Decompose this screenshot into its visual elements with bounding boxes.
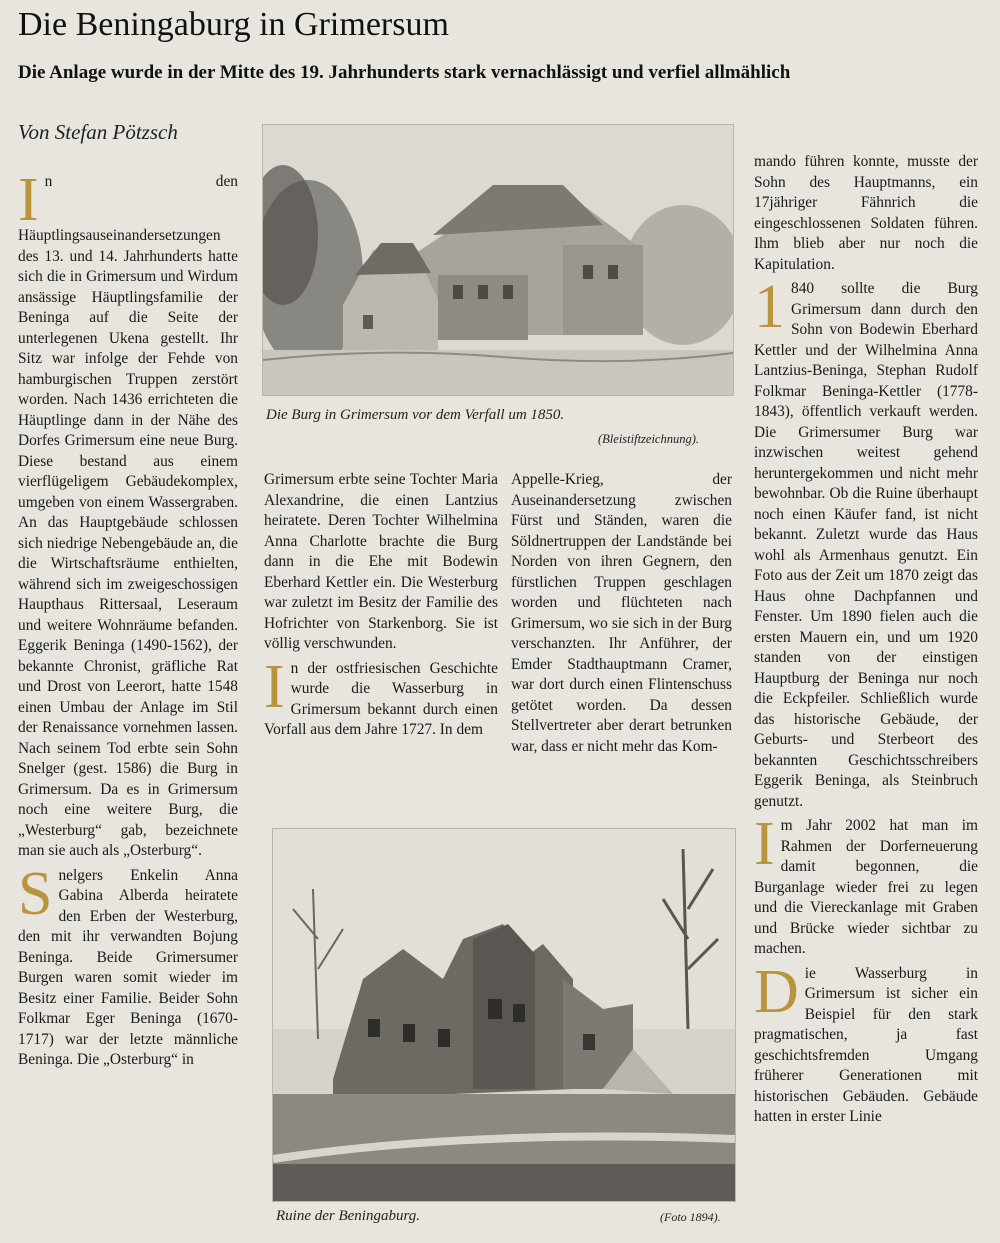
drop-cap: I [18, 172, 39, 234]
paragraph-text: nelgers Enkelin Anna Gabina Alberda heiratete den Erben der Westerburg, den mit ihr verwandten Bojung Beninga. Beide Grimersumer Burgen waren somit wieder im Besitz einer Familie. Beider Sohn Folkmar Eger Beninga (1670-1717) war der letzte männliche Beninga. Die „Osterburg“ in [18, 866, 238, 1068]
drop-cap: S [18, 859, 53, 928]
paragraph [511, 470, 732, 757]
paragraph-text: m Jahr 2002 hat man im Rahmen der Dorferneuerung damit begonnen, die Burganlage wieder frei zu legen und die Viereckanlage mit Graben und Brücke wieder sichtbar zu machen. [754, 817, 978, 957]
drop-cap: 1 [754, 273, 785, 341]
drop-cap: D [754, 957, 799, 1026]
paragraph-text: ie Wasserburg in Grimersum ist sicher ein Beispiel für den stark pragmatischen, ja fast geschichtsfremden Umgang früherer Generationen mit historischen Gebäuden. Gebäude hatten in erster Linie [754, 964, 978, 1125]
paragraph [18, 859, 238, 1071]
text-column-1 [18, 172, 238, 1234]
paragraph [264, 652, 498, 741]
drop-cap: I [754, 810, 775, 878]
article-title: Die Beningaburg in Grimersum [18, 6, 449, 43]
castle-ruin-illustration [273, 829, 735, 1201]
text-column-4 [754, 152, 978, 1237]
article-byline: Von Stefan Pötzsch [18, 120, 178, 144]
paragraph-text: Grimersum erbte seine Tochter Maria Alexandrine, die einen Lantzius heiratete. Deren Tochter Wilhelmina Anna Charlotte brachte die Burg dann in die Ehe mit Bodewin Eberhard Kettler ein. Die Westerburg war zuletzt im Besitz der Familie des Hofrichter von Starkenborg. Sie ist völlig verschwunden. [264, 471, 498, 652]
paragraph [754, 273, 978, 812]
figure-credit: (Bleistiftzeichnung). [598, 432, 700, 446]
figure-caption: Ruine der Beningaburg. [276, 1208, 421, 1224]
figure-caption: Die Burg in Grimersum vor dem Verfall um 1850. [266, 407, 565, 423]
paragraph-text: mando führen konnte, musste der Sohn des Hauptmanns, ein 17jähriger Fähnrich die eingeschlossenen Soldaten führen. Ihm blieb aber nur noch die Kapitulation. [754, 153, 978, 273]
castle-ruin-photo [272, 828, 736, 1202]
paragraph [18, 172, 238, 862]
text-column-3 [511, 470, 732, 820]
paragraph [754, 810, 978, 960]
paragraph [754, 152, 978, 275]
paragraph-text: 840 sollte die Burg Grimersum dann durch den Sohn von Bodewin Eberhard Kettler und der Wilhelmina Anna Lantzius-Beninga, Stephan Rudolf Folkmar Beninga-Kettler (1778-1843), öffentlich verkauft werden. Die Grimersumer Burg war inzwischen weitest gehend heruntergekommen und nicht mehr bewohnbar. Ob die Ruine überhaupt noch einen Käufer fand, ist nicht bekannt. Zuletzt wurde das Haus wohl als Armenhaus genutzt. Ein Foto aus der Zeit um 1870 zeigt das Haus ohne Dachpfannen und Fenster. Um 1890 fielen auch die ersten Mauern ein, und um 1920 standen von der einstigen Hauptburg der Beninga nur noch die Eckpfeiler. Schließlich wurde das historische Gebäude, der Geburts- und Sterbeort des bekannten Geschichtsschreibers Eggerik Beninga, als Steinbruch genutzt. [754, 280, 978, 810]
paragraph [264, 470, 498, 655]
drop-cap: I [264, 652, 285, 721]
castle-drawing-illustration [263, 125, 733, 395]
paragraph-text: Appelle-Krieg, der Auseinandersetzung zwischen Fürst und Ständen, waren die Söldnertruppen der Landstände bei Norden von ihren Gegnern, den fürstlichen Truppen geschlagen worden und flüchteten nach Grimersum, wo sie sich in der Burg verschanzten. Ihr Anführer, der Emder Stadthauptmann Cramer, war dort durch einen Flintenschuss getötet worden. Da dessen Stellvertreter aber derart betrunken war, dass er nicht mehr das Kom- [511, 471, 732, 755]
paragraph-text: n den Häuptlingsauseinandersetzungen des 13. und 14. Jahrhunderts hatte sich die in Grimersum und Wirdum ansässige Häuptlingsfamilie der Beninga auf die Seite der unterlegenen Ukena gestellt. Ihr Sitz war infolge der Fehde von hamburgischen Truppen zerstört worden. Nach 1436 errichteten die Häuptlinge dann in der Nähe des Dorfes Grimersum eine neue Burg. Diese bestand aus einem vierflügeligem Gebäudekomplex, umgeben von einem Wassergraben. An das Hauptgebäude schlossen sich niedrige Nebengebäude an, die die Wirtschaftsräume enthielten, während sich im zweigeschossigen Haupthaus Rittersaal, Leseraum und weitere Wohnräume befanden. Eggerik Beninga (1490-1562), der bekannte Chronist, gräfliche Rat und Drost von Leerort, hatte 1548 einen Umbau der Anlage im Stil der Renaissance vornehmen lassen. Nach seinem Tod erbte sein Sohn Snelger (gest. 1586) die Burg in Grimersum. Da es in Grimersum noch eine weitere Burg, die „Westerburg“ gab, bezeichnete man sie auch als „Osterburg“. [18, 173, 238, 859]
paragraph-text: n der ostfriesischen Geschichte wurde die Wasserburg in Grimersum bekannt durch einen Vorfall aus dem Jahre 1727. In dem [264, 659, 498, 738]
castle-drawing-image [262, 124, 734, 396]
paragraph [754, 957, 978, 1128]
text-column-2 [264, 470, 498, 820]
figure-credit: (Foto 1894). [660, 1210, 721, 1224]
article-subtitle: Die Anlage wurde in der Mitte des 19. Jahrhunderts stark vernachlässigt und verfiel allmählich [18, 62, 791, 83]
